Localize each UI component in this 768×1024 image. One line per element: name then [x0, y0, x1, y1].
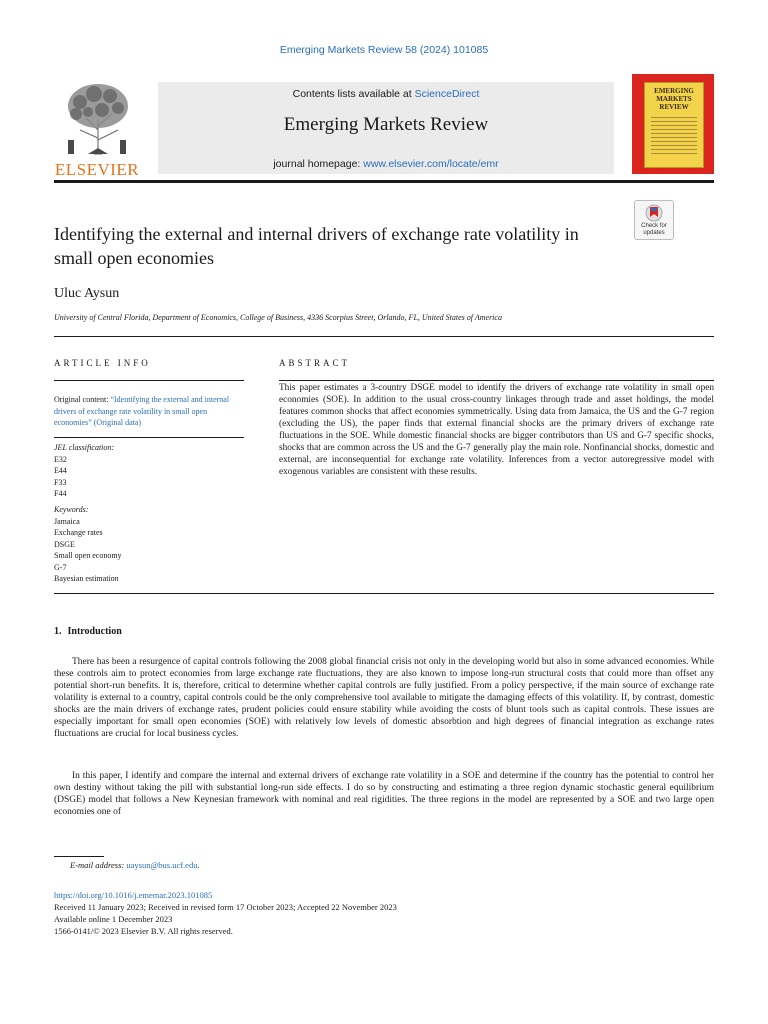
jel-code: F44	[54, 489, 67, 498]
abstract-rule	[279, 380, 714, 381]
info-divider	[54, 437, 244, 438]
article-author[interactable]: Uluc Aysun	[54, 286, 120, 301]
header-rule	[54, 336, 714, 337]
keyword: Small open economy	[54, 551, 122, 560]
keywords-label: Keywords:	[54, 505, 89, 514]
journal-cover-thumbnail[interactable]	[632, 74, 714, 174]
contents-prefix: Contents lists available at	[292, 88, 415, 100]
journal-masthead	[54, 74, 714, 179]
jel-code: F33	[54, 477, 67, 487]
journal-homepage-link[interactable]: www.elsevier.com/locate/emr	[363, 158, 499, 170]
jel-code: E44	[54, 466, 67, 475]
cover-panel	[644, 82, 704, 168]
keyword: DSGE	[54, 539, 75, 549]
keyword: G-7	[54, 562, 67, 572]
keyword: Bayesian estimation	[54, 574, 119, 583]
contents-line	[158, 88, 614, 100]
footnote-rule	[54, 856, 104, 857]
article-info-rule	[54, 380, 244, 381]
sciencedirect-link[interactable]: ScienceDirect	[414, 88, 480, 100]
original-content-label: Original content:	[54, 395, 111, 404]
author-email-link[interactable]: uaysun@bus.ucf.edu	[126, 860, 198, 870]
abstract-end-rule	[54, 593, 714, 594]
author-affiliation: University of Central Florida, Department of Economics, College of Business, 4336 Scorpius Street, Orlando, FL, United States of America	[54, 313, 502, 322]
intro-paragraph-1: There has been a resurgence of capital controls following the 2008 global financial crisis not only in the developing world but also in some advanced economies. While these controls aim to protect economies from large exchange rate fluctuations, they are also known to impose long-run structural costs that could more than offset any potential short-run benefits. It is, therefore, critical to determine whether capital controls are fully justified. From a policy perspective, if the main source of exchange rate volatility is external to a country, capital controls could be the only comprehensive tool available to mitigate the damaging effects of this volatility. If, by contrast, domestic shocks are the main drivers of exchange rates, prudent policies could ensure stability while avoiding the costs of blunt tools such as capital controls. These issues are especially important for small open economies (SOE) with relatively low levels of domestic absorbtion and high degrees of financial integration as exchange rates fluctuations are crucial for local business cycles.	[54, 657, 714, 739]
abstract-text: This paper estimates a 3-country DSGE model to identify the drivers of exchange rate volatility in small open economies (SOE). In addition to the usual cross-country linkages through trade and asset holdings, the model features common shocks that affect economies symmetrically. Using data from Jamaica, the US and the G-7 region (excluding the US), the paper finds that external financial shocks are the primary drivers of exchange rate fluctuations in the SOE. While domestic financial shocks are bigger contributors than US and G-7 specific shocks, shocks that are common across the US and the G-7 generally play the main role. Nonfinancial shocks, domestic and external, are inconsequential for exchange rate volatility. Inferences from a vector autoregressive model with exogenous variables are consistent with these results.	[279, 383, 714, 477]
doi-link[interactable]: https://doi.org/10.1016/j.ememar.2023.101085	[54, 890, 213, 900]
email-label: E-mail address:	[70, 860, 125, 870]
section-title: Introduction	[67, 626, 122, 637]
keyword: Exchange rates	[54, 528, 103, 537]
masthead-rule	[54, 180, 714, 183]
journal-banner	[158, 82, 614, 174]
article-title: Identifying the external and internal drivers of exchange rate volatility in small open economies	[54, 224, 579, 268]
available-online: Available online 1 December 2023	[54, 914, 173, 924]
check-for-updates-label: Check for updates	[641, 223, 667, 236]
check-for-updates-button[interactable]	[634, 200, 674, 240]
cover-decoration	[651, 117, 697, 157]
intro-paragraph-2: In this paper, I identify and compare the internal and external drivers of exchange rate volatility in a SOE and determine if the country has the potential to control her own destiny without taking the pill with substantial long-run side effects. I do so by constructing and estimating a three region dynamic stochastic general equilibrium (DSGE) model that follows a New Keynesian framework with nominal and real rigidities. The three regions in the model are represented by a SOE and two large open economies one of	[54, 771, 714, 817]
elsevier-tree-icon	[58, 80, 138, 156]
article-info-heading: ARTICLE INFO	[54, 358, 151, 368]
abstract-heading: ABSTRACT	[279, 358, 351, 368]
original-content-link[interactable]: “Identifying the external and internal drivers of exchange rate volatility in small open economies” (Original data)	[54, 395, 230, 427]
original-content-note	[54, 394, 244, 429]
received-dates: Received 11 January 2023; Received in revised form 17 October 2023; Accepted 22 November 2023	[54, 902, 397, 912]
publication-info	[54, 889, 397, 937]
jel-label: JEL classification:	[54, 443, 115, 452]
jel-code: E32	[54, 454, 67, 464]
homepage-prefix: journal homepage:	[273, 158, 364, 170]
copyright-notice: 1566-0141/© 2023 Elsevier B.V. All rights reserved.	[54, 926, 233, 936]
keyword: Jamaica	[54, 516, 80, 526]
keywords-list	[54, 504, 244, 585]
footnote-email	[54, 860, 294, 870]
journal-title: Emerging Markets Review	[283, 114, 489, 135]
cover-title: EMERGING MARKETS REVIEW	[654, 87, 694, 111]
crossmark-icon	[645, 204, 663, 222]
email-suffix: .	[197, 860, 200, 870]
section-number: 1.	[54, 626, 62, 637]
elsevier-logo[interactable]	[54, 80, 140, 179]
section-heading-introduction	[54, 626, 122, 637]
publisher-wordmark: ELSEVIER	[54, 160, 140, 179]
jel-classification	[54, 442, 244, 500]
journal-citation[interactable]: Emerging Markets Review 58 (2024) 101085	[279, 44, 489, 56]
homepage-line	[158, 158, 614, 170]
